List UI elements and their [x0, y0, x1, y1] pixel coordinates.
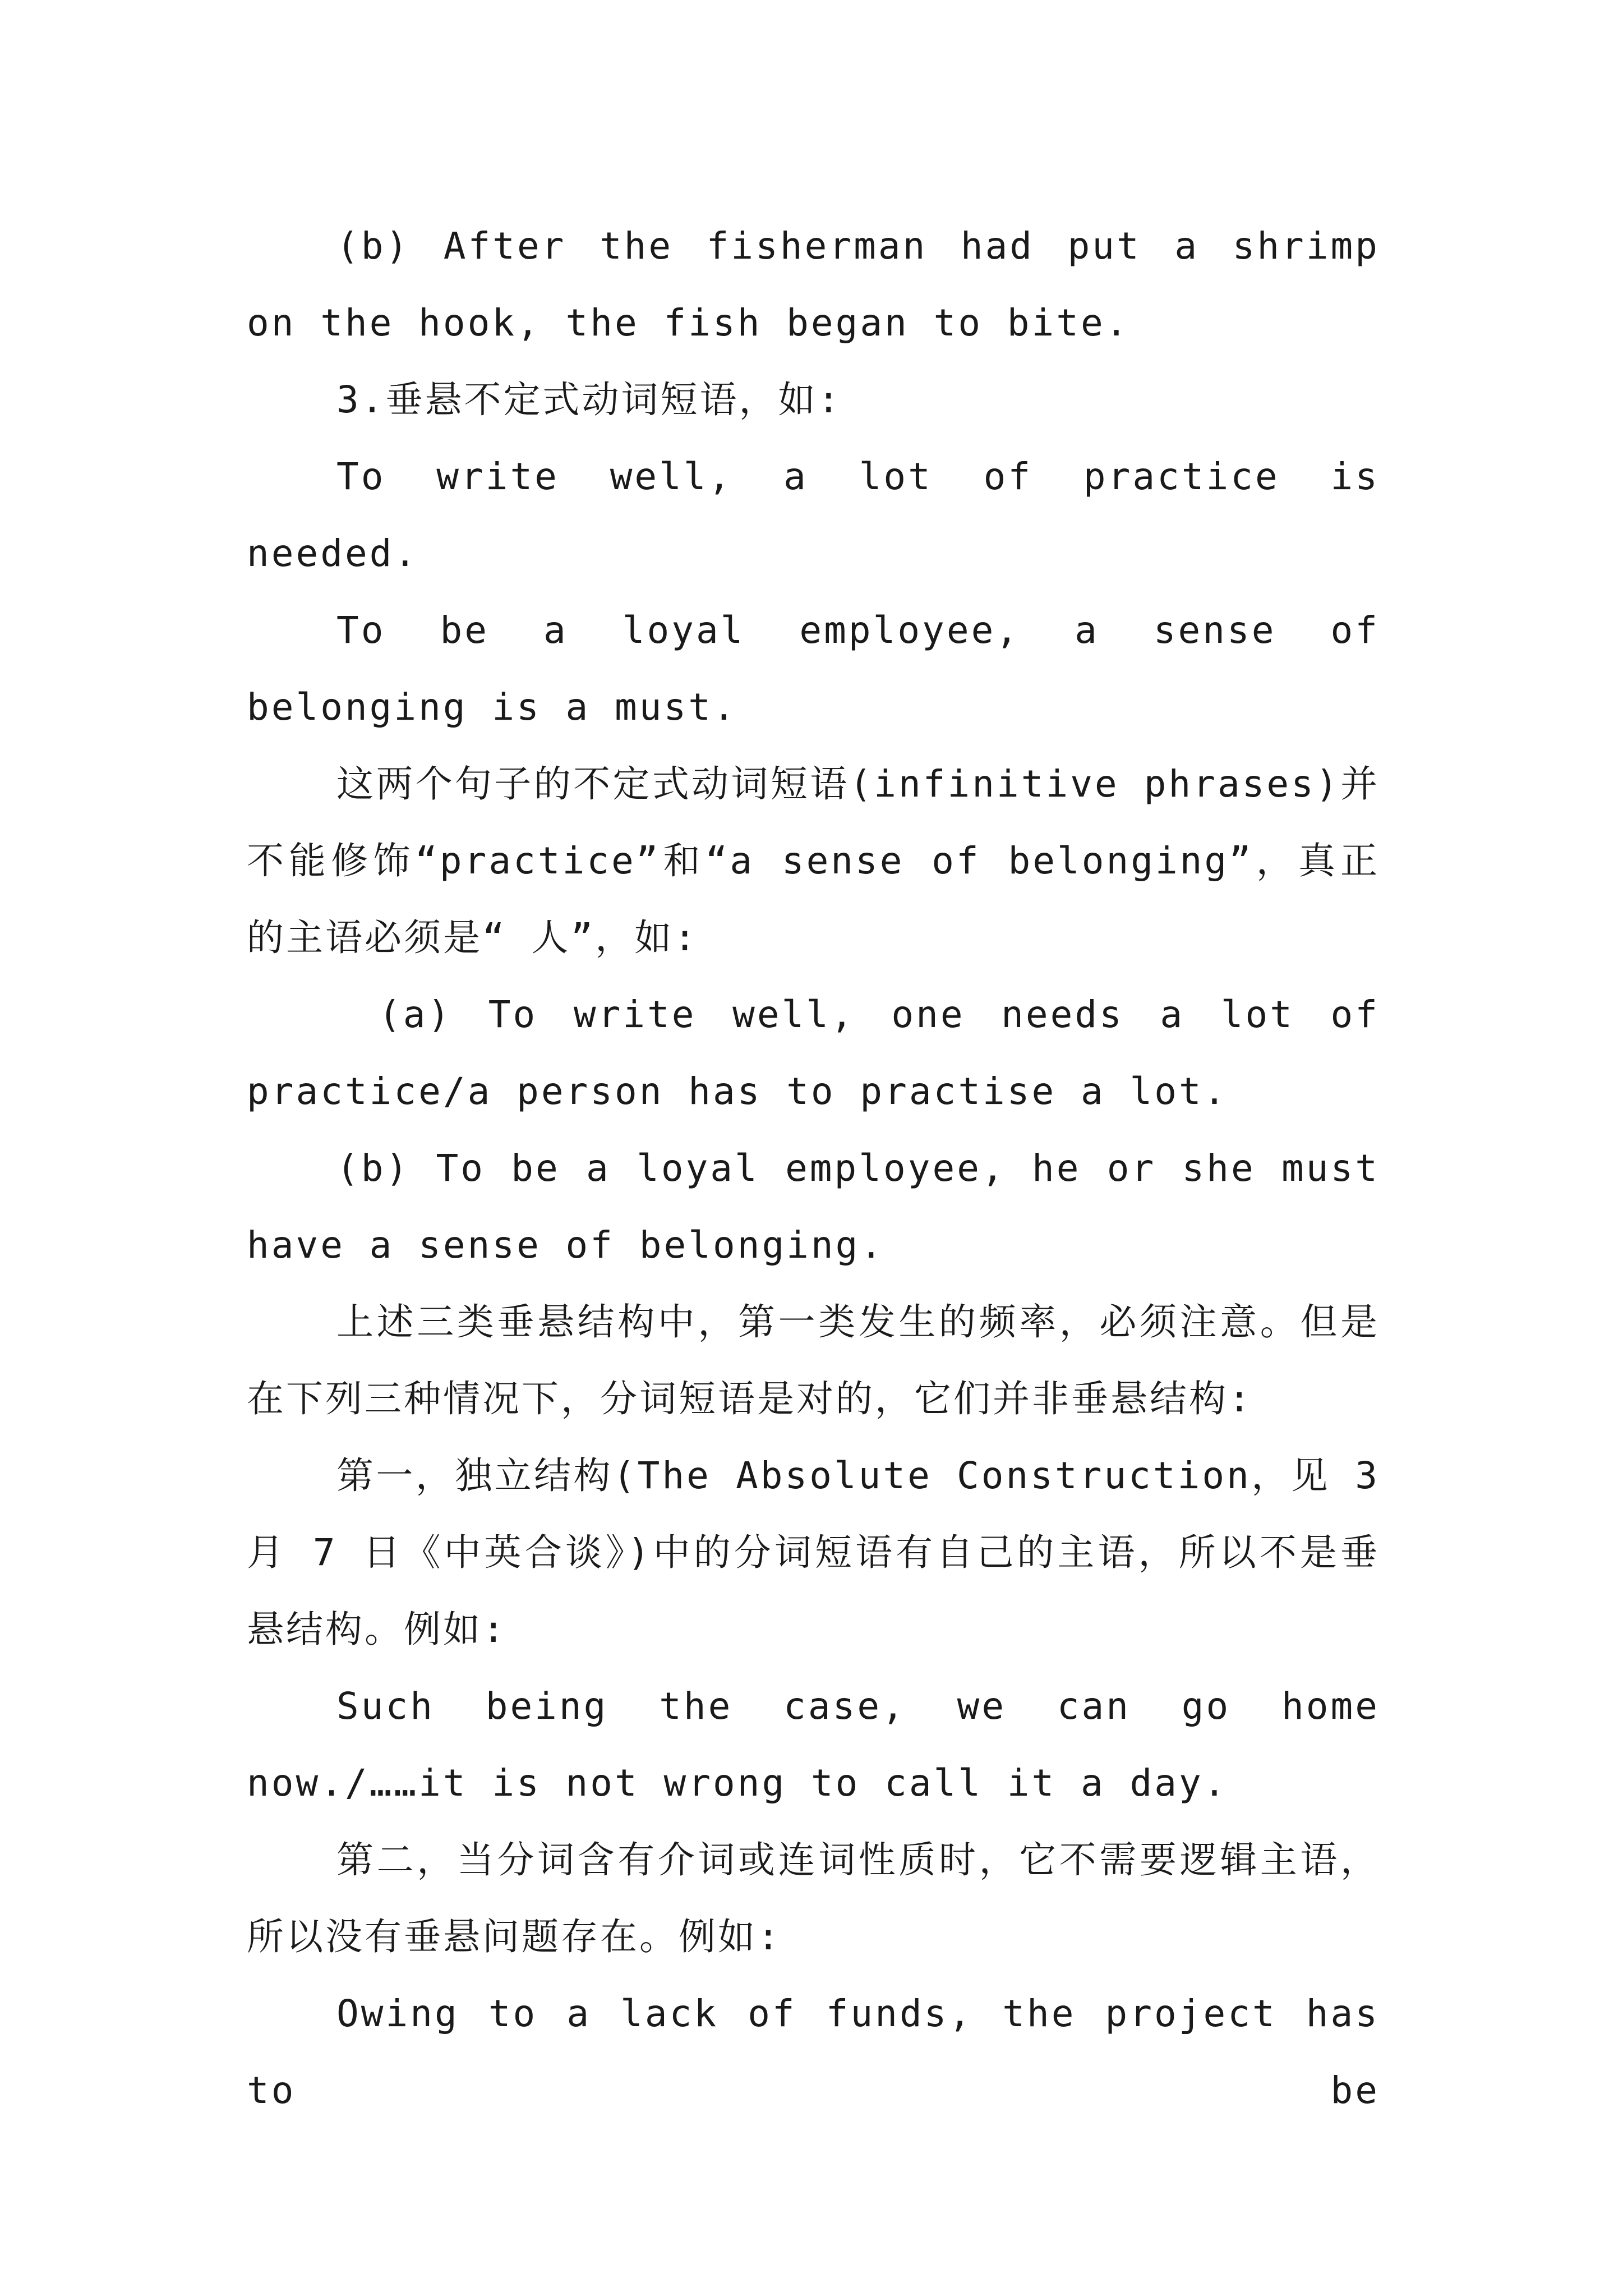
paragraph-infinitive-explanation: 这两个句子的不定式动词短语(infinitive phrases)并不能修饰“practice”和“a sense of belonging”，真正的主语必须是“ 人”，如: — [247, 762, 1380, 959]
paragraph-example-owing-to: Owing to a lack of funds, the project has to be — [247, 1992, 1404, 2112]
paragraph-section-3-heading: 3.垂悬不定式动词短语，如: — [336, 378, 842, 421]
paragraph-example-b-fisherman: (b) After the fisherman had put a shrimp on the hook, the fish began to bite. — [247, 224, 1404, 344]
paragraph-corrected-a: (a) To write well, one needs a lot of practice/a person has to practise a lot. — [247, 993, 1404, 1113]
paragraph-example-write-well: To write well, a lot of practice is needed. — [247, 455, 1404, 575]
paragraph-example-such-being: Such being the case, we can go home now./……it is not wrong to call it a day. — [247, 1685, 1404, 1805]
paragraph-case-one-absolute: 第一，独立结构(The Absolute Construction，见 3 月 7 日《中英合谈》)中的分词短语有自己的主语，所以不是垂悬结构。例如: — [247, 1454, 1404, 1651]
paragraph-corrected-b: (b) To be a loyal employee, he or she must have a sense of belonging. — [247, 1147, 1404, 1267]
paragraph-example-loyal-employee: To be a loyal employee, a sense of belonging is a must. — [247, 609, 1404, 729]
paragraph-case-two-prepositional: 第二，当分词含有介词或连词性质时，它不需要逻辑主语，所以没有垂悬问题存在。例如: — [247, 1838, 1380, 1958]
document-page — [247, 208, 1404, 2129]
paragraph-three-cases-intro: 上述三类垂悬结构中，第一类发生的频率，必须注意。但是在下列三种情况下，分词短语是对的，它们并非垂悬结构: — [247, 1300, 1380, 1420]
